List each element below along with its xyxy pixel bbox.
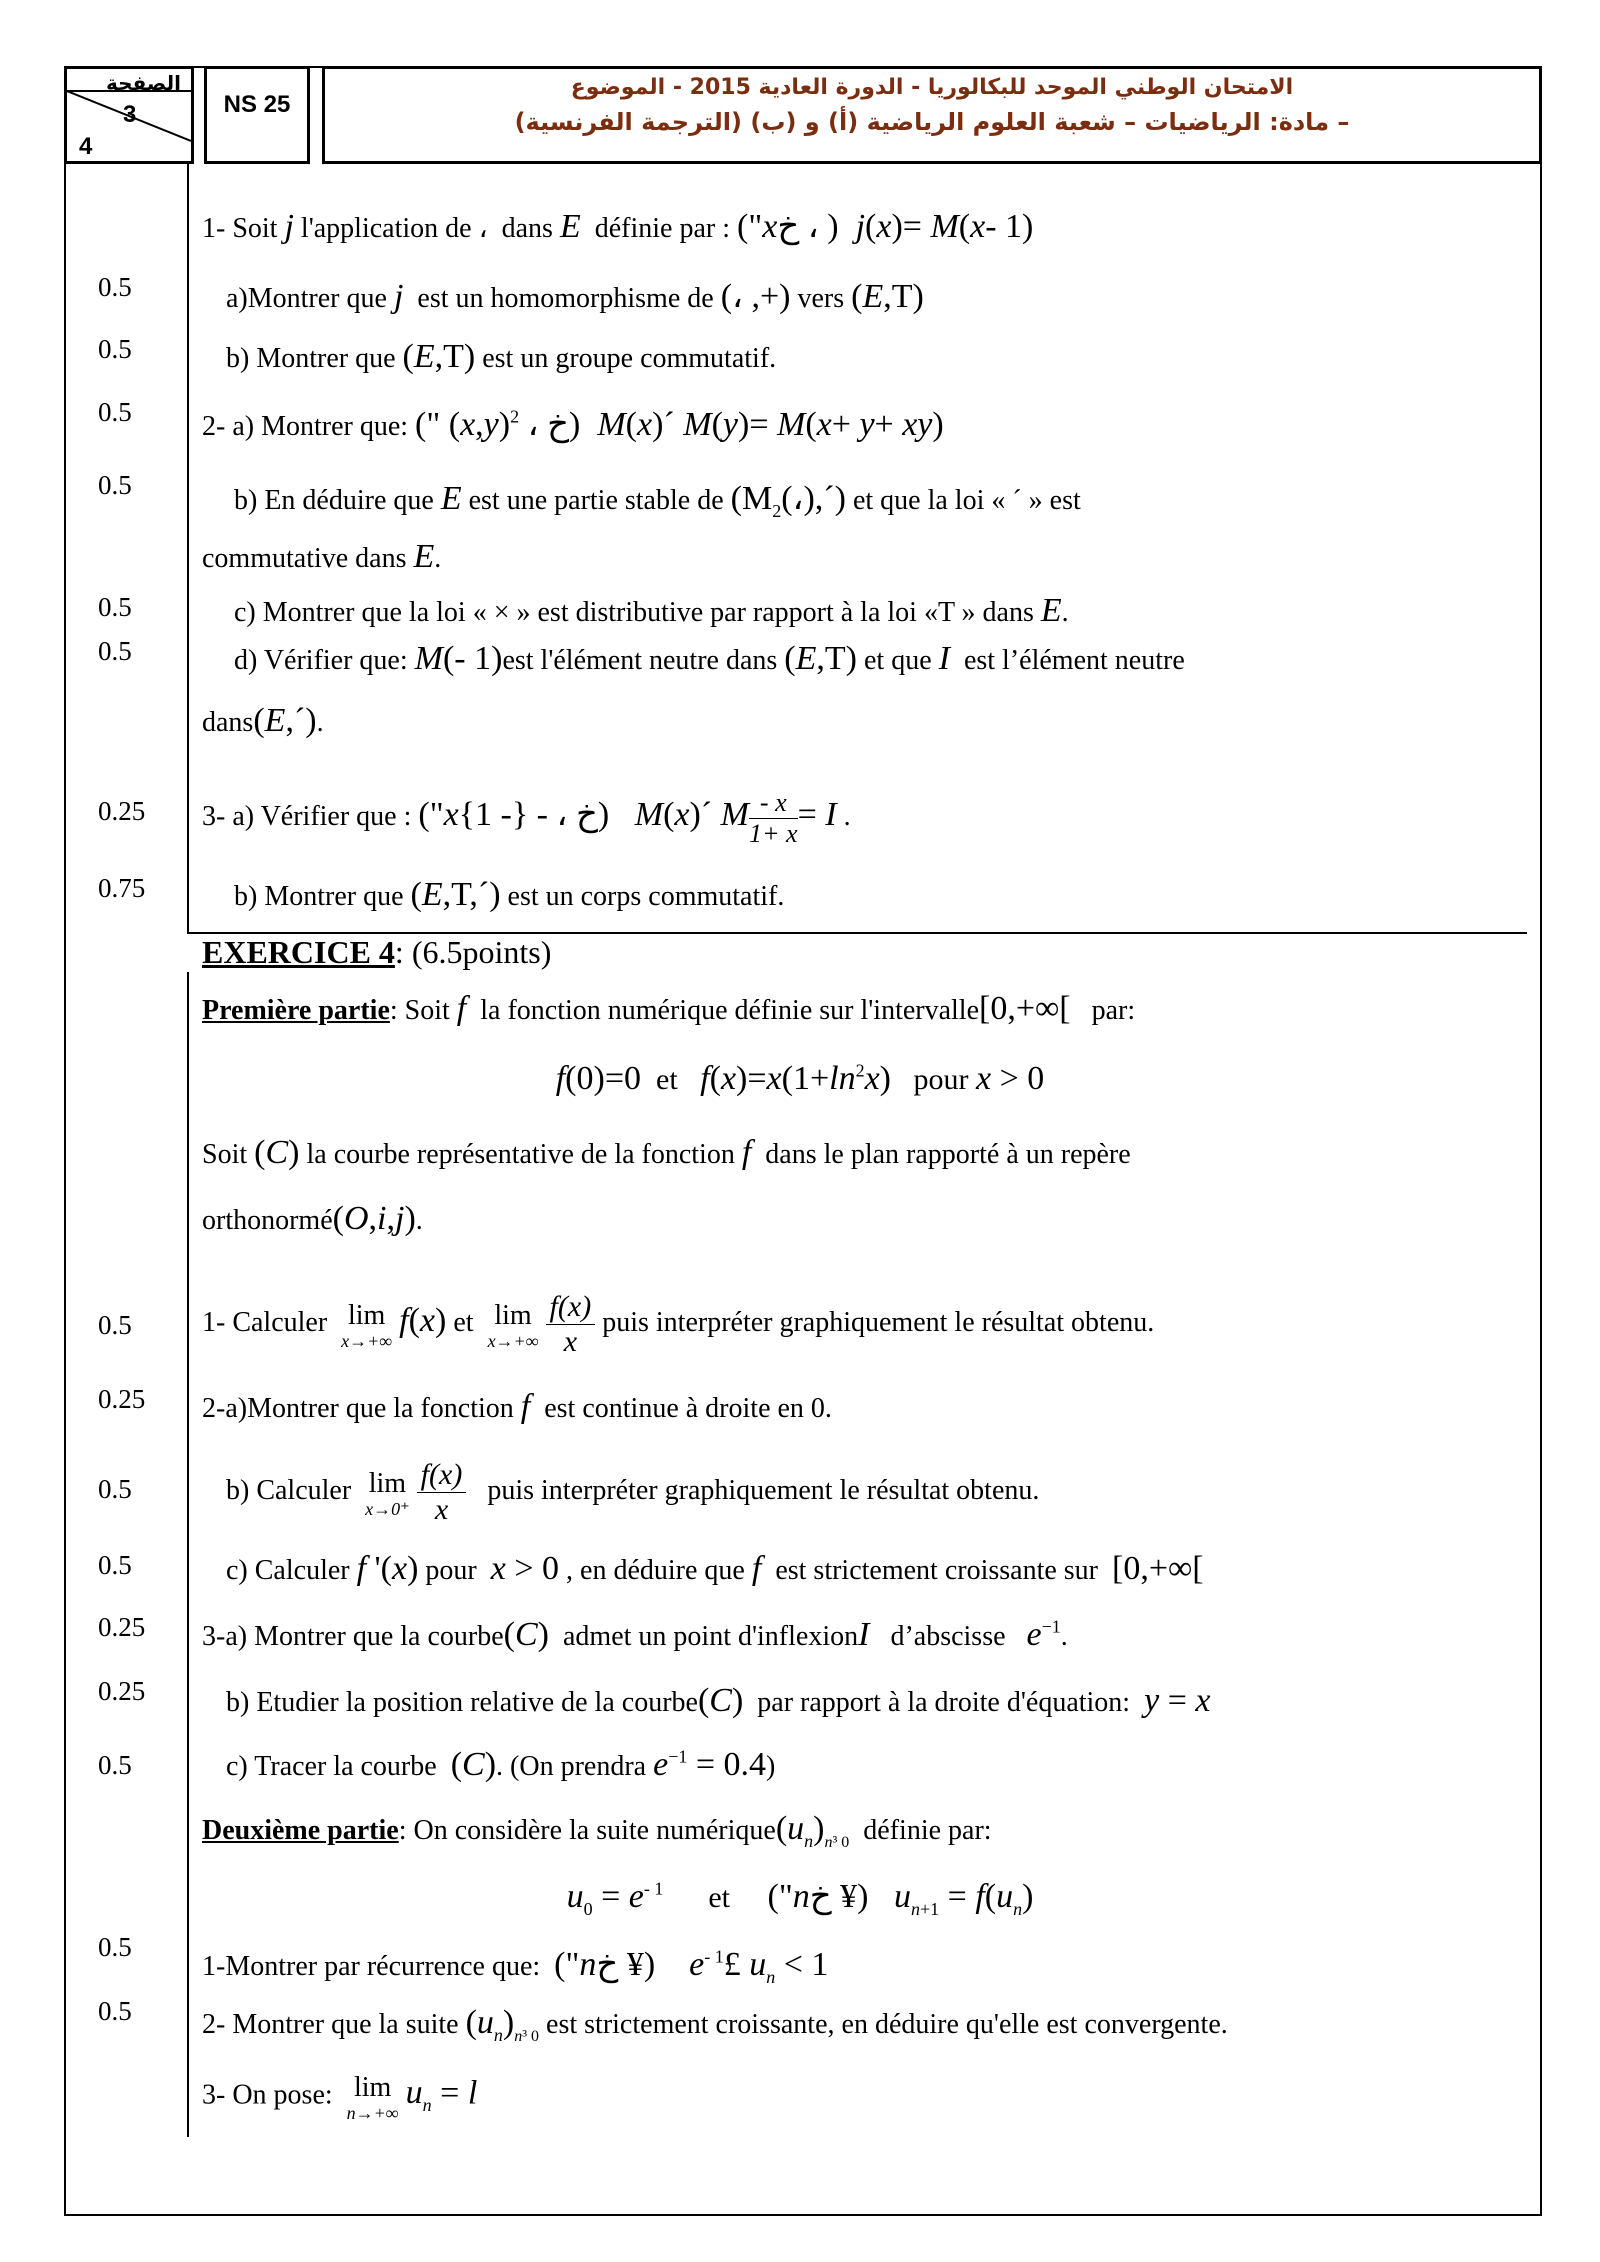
ex4-p2-q2: 2- Montrer que la suite $(u_n)_{n^3 0}$ est strictement croissante, en déduire qu'elle est convergente. xyxy=(202,2004,1228,2045)
ex3-q3b: b) Montrer que (E,T,´) est un corps commutatif. xyxy=(234,876,785,913)
ex4-curve-def: Soit (C) la courbe représentative de la fonction f dans le plan rapporté à un repère xyxy=(202,1134,1131,1171)
score: 0.5 xyxy=(98,272,132,302)
ex4-part1-intro: Première partie: Soit f la fonction numérique définie sur l'intervalle[0,+∞[ par: xyxy=(202,990,1136,1027)
ex4-q3b: b) Etudier la position relative de la courbe(C) par rapport à la droite d'équation: y = x xyxy=(226,1682,1211,1719)
ex3-q1a: a)Montrer que j est un homomorphisme de (، ,+) vers (E,T) xyxy=(226,278,924,315)
ex3-q2b: b) En déduire que E est une partie stable de $(M_2(،),´)$ et que la loi « ´ » est xyxy=(234,480,1081,521)
ex4-q1: 1- Calculer lim x→+∞ f(x) et lim x→+∞ $\frac{f(x)}{x}$ puis interpréter graphiquement le résultat obtenu. xyxy=(202,1290,1155,1358)
ex3-q1b: b) Montrer que (E,T) est un groupe commutatif. xyxy=(226,338,777,375)
margin-line xyxy=(187,164,189,934)
ex4-definition: f(0)=0 et $f(x)=x(1+\ln^2x)$ pour x > 0 xyxy=(555,1060,1045,1097)
ex4-sequence-def: $u_0 = e^{- 1}$ et ("nخ ¥) $u_{n+1} = f(u_n)$ xyxy=(566,1878,1034,1919)
ex3-q2a: 2- a) Montrer que: (" (x,y)خ ، $^2$ ) M(x)´ M(y)= M(x+ y+ xy) xyxy=(202,406,944,443)
score: 0.5 xyxy=(98,1750,132,1780)
exam-code: NS 25 xyxy=(204,66,310,164)
score: 0.5 xyxy=(98,1996,132,2026)
score: 0.5 xyxy=(98,592,132,622)
margin-line xyxy=(187,972,189,2137)
page-total: 4 xyxy=(79,133,93,160)
page-number-box xyxy=(64,66,194,164)
ex3-q2c: c) Montrer que la loi « × » est distributive par rapport à la loi «T » dans E. xyxy=(234,592,1069,629)
ex4-p2-q1: 1-Montrer par récurrence que: ("nخ ¥) $e^{- 1}£$ $u_n < 1$ xyxy=(202,1946,829,1987)
score: 0.25 xyxy=(98,1384,146,1414)
ex3-q3a: 3- a) Vérifier que : ("xخ ، - {- 1}) M(x)´ M $\frac{- x}{1+ x}$ = I . xyxy=(202,788,851,848)
exam-title xyxy=(322,66,1542,164)
ex4-repere: orthonormé(O,i,j). xyxy=(202,1200,423,1237)
score: 0.5 xyxy=(98,1932,132,1962)
exam-title-line2: – مادة: الرياضيات – شعبة العلوم الرياضية (أ) و (ب) (الترجمة الفرنسية) xyxy=(514,108,1350,136)
score: 0.5 xyxy=(98,334,132,364)
score: 0.75 xyxy=(98,873,146,903)
score: 0.5 xyxy=(98,636,132,666)
exam-title-line1: الامتحان الوطني الموحد للبكالوريا - الدورة العادية 2015 - الموضوع xyxy=(570,75,1294,100)
ex3-q2d-cont: dans(E,´). xyxy=(202,702,324,739)
ex4-part2-intro: Deuxième partie: On considère la suite $numérique(u_n)_{n^3 0}$ définie par: xyxy=(202,1810,992,1851)
score: 0.5 xyxy=(98,1550,132,1580)
ex4-q3c: c) Tracer la courbe (C). (On prendra $e^{-1} = 0.4$) xyxy=(226,1746,776,1783)
page-label: الصفحة xyxy=(105,71,181,95)
score: 0.25 xyxy=(98,796,146,826)
ex3-q2d: d) Vérifier que: M(- 1)est l'élément neutre dans (E,T) et que I est l’élément neutre xyxy=(234,640,1185,677)
score: 0.25 xyxy=(98,1612,146,1642)
ex4-title: EXERCICE 4: (6.5points) xyxy=(202,934,552,970)
score: 0.5 xyxy=(98,1474,132,1504)
score: 0.5 xyxy=(98,1310,132,1340)
ex3-q1: 1- Soit j l'application de ، dans E définie par : ("xخ ، ) j(x)= M(x- 1) xyxy=(202,208,1034,245)
ex4-p2-q3: 3- On pose: lim n→+∞ $u_n = l$ xyxy=(202,2072,478,2123)
ex4-q2c: c) Calculer f '(x) pour x > 0 , en déduire que f est strictement croissante sur [0,+∞[ xyxy=(226,1550,1204,1587)
score: 0.5 xyxy=(98,470,132,500)
score: 0.25 xyxy=(98,1676,146,1706)
ex4-q3a: 3-a) Montrer que la courbe(C) admet un point d'inflexionI d’abscisse $e^{-1}$. xyxy=(202,1616,1068,1653)
ex3-q2b-cont: commutative dans E. xyxy=(202,538,442,575)
page-number: 3 xyxy=(123,101,137,128)
ex4-q2b: b) Calculer lim x→0⁺ $\frac{f(x)}{x}$ puis interpréter graphiquement le résultat obtenu. xyxy=(226,1458,1040,1526)
ex4-q2a: 2-a)Montrer que la fonction f est continue à droite en 0. xyxy=(202,1388,832,1425)
score: 0.5 xyxy=(98,397,132,427)
